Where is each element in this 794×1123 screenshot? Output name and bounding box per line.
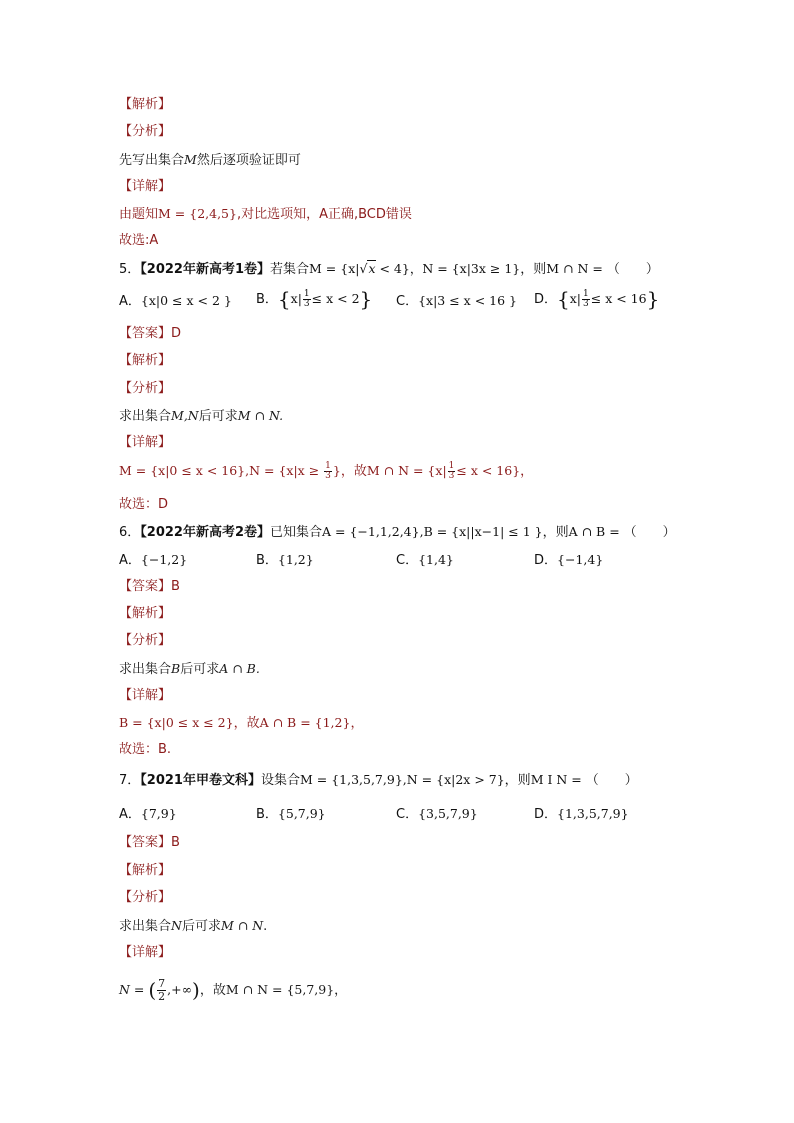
q6-source: 【2022年新高考2卷】 bbox=[140, 525, 271, 540]
q7-answer: 【答案】B bbox=[119, 835, 180, 850]
q5-fenxi-text: 求出集合M,N后可求M ∩ N. bbox=[119, 408, 284, 424]
detail-math: M = {2,4,5} bbox=[158, 206, 237, 221]
q5-paren: （ ） bbox=[606, 262, 659, 277]
q7-set-m: M = {1,3,5,7,9} bbox=[299, 772, 403, 787]
q5-option-b: B．{x| $\frac{1}{3}$ ≤ x < 2} bbox=[256, 287, 373, 311]
fenxi-text-prev bbox=[119, 151, 301, 170]
q7-detail: N = ( $\frac{7}{2}$ ,+∞)，故M ∩ N = {5,7,9}， bbox=[119, 977, 348, 1003]
q5-option-c: C．{x|3 ≤ x < 16 } bbox=[396, 293, 517, 309]
q6-option-a: A．{−1,2} bbox=[119, 552, 188, 568]
jiexi-heading-prev: 【解析】 bbox=[119, 97, 172, 112]
fenxi-var: M bbox=[184, 152, 197, 167]
q7-option-d: D．{1,3,5,7,9} bbox=[534, 806, 629, 822]
q5-answer-line: 故选：D bbox=[119, 497, 169, 512]
q7-set-n: N = {x|2x > 7} bbox=[406, 772, 505, 787]
q5-number: 5． bbox=[119, 262, 141, 277]
q5-detail: M = {x|0 ≤ x < 16},N = {x|x ≥ $\frac{1}{3}$ }，故M ∩ N = {x| $\frac{1}{3}$ ≤ x < 16}， bbox=[119, 461, 534, 481]
q7-option-a: A．{7,9} bbox=[119, 806, 177, 822]
detail-a: 由题知 bbox=[119, 207, 159, 222]
q5-stem-a: 若集合 bbox=[270, 262, 310, 277]
q5-option-a: A．{x|0 ≤ x < 2 } bbox=[119, 293, 232, 309]
q5-xiangjie: 【详解】 bbox=[119, 435, 172, 450]
q7-stem: 7．【2021年甲卷文科】设集合M = {1,3,5,7,9},N = {x|2x > 7}，则M I N = （ ） bbox=[119, 772, 638, 788]
q6-answer: 【答案】B bbox=[119, 579, 180, 594]
q5-source: 【2022年新高考1卷】 bbox=[140, 262, 271, 277]
q6-option-c: C．{1,4} bbox=[396, 552, 454, 568]
q6-fenxi: 【分析】 bbox=[119, 633, 172, 648]
q6-sets: A = {−1,1,2,4},B = {x||x−1| ≤ 1 } bbox=[322, 524, 543, 539]
detail-b: ,对比选项知，A正确,BCD错误 bbox=[236, 207, 412, 222]
q7-fenxi: 【分析】 bbox=[119, 890, 172, 905]
q5-option-d: D．{x| $\frac{1}{3}$ ≤ x < 16} bbox=[534, 287, 660, 311]
q7-xiangjie: 【详解】 bbox=[119, 945, 172, 960]
q5-fenxi: 【分析】 bbox=[119, 381, 172, 396]
q7-jiexi: 【解析】 bbox=[119, 863, 172, 878]
q6-fenxi-text: 求出集合B后可求A ∩ B. bbox=[119, 661, 260, 677]
q7-fenxi-text: 求出集合N后可求M ∩ N. bbox=[119, 918, 268, 934]
q6-answer-line: 故选：B. bbox=[119, 742, 172, 757]
fenxi-heading-prev: 【分析】 bbox=[119, 124, 172, 139]
q6-option-b: B．{1,2} bbox=[256, 552, 314, 568]
q7-option-c: C．{3,5,7,9} bbox=[396, 806, 478, 822]
detail-prev bbox=[119, 205, 412, 224]
q6-stem: 6．【2022年新高考2卷】已知集合A = {−1,1,2,4},B = {x||x−1| ≤ 1 }，则A ∩ B = （ ） bbox=[119, 524, 676, 540]
q5-answer: 【答案】D bbox=[119, 326, 182, 341]
q5-question: M ∩ N = bbox=[546, 261, 607, 276]
q6-jiexi: 【解析】 bbox=[119, 606, 172, 621]
answer-line-prev: 故选:A bbox=[119, 233, 159, 248]
q7-source: 【2021年甲卷文科】 bbox=[140, 773, 261, 788]
fenxi-text-b: 然后逐项验证即可 bbox=[196, 153, 301, 168]
q6-xiangjie: 【详解】 bbox=[119, 688, 172, 703]
q5-set-m: M = {x|√x < 4} bbox=[309, 261, 410, 276]
xiangjie-heading-prev: 【详解】 bbox=[119, 179, 172, 194]
q6-option-d: D．{−1,4} bbox=[534, 552, 604, 568]
fenxi-text-a: 先写出集合 bbox=[119, 153, 185, 168]
q7-option-b: B．{5,7,9} bbox=[256, 806, 326, 822]
q5-stem-b: ，则 bbox=[520, 262, 547, 277]
q5-stem bbox=[119, 260, 659, 279]
q5-jiexi: 【解析】 bbox=[119, 353, 172, 368]
q5-set-n: ，N = {x|3x ≥ 1} bbox=[409, 261, 521, 276]
q6-detail: B = {x|0 ≤ x ≤ 2}，故A ∩ B = {1,2}， bbox=[119, 715, 364, 731]
